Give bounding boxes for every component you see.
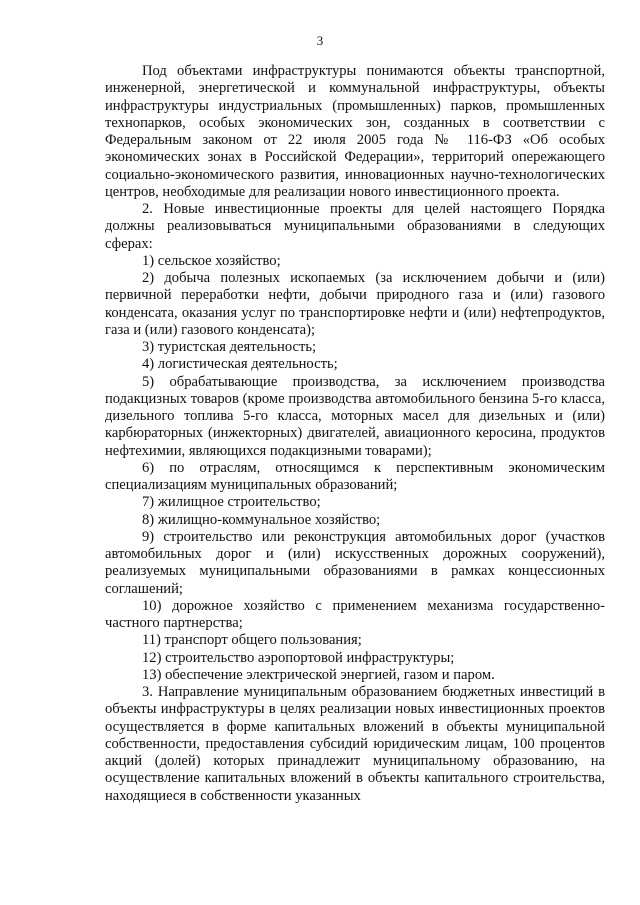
body-text (105, 63, 605, 805)
list-item-12: 12) строительство аэропортовой инфраструктуры; (142, 649, 455, 666)
list-item-1: 1) сельское хозяйство; (142, 252, 281, 269)
list-item-9: 9) строительство или реконструкция автомобильных дорог (участков автомобильных дорог и (или) искусственных дорожных сооружений), реализуемых муниципальными образованиями в рамках концессионных соглашений; (105, 528, 605, 597)
paragraph-section-3: 3. Направление муниципальным образованием бюджетных инвестиций в объекты инфраструктуры в целях реализации новых инвестиционных проектов осуществляется в форме капитальных вложений в объекты муниципальной собственности, предоставления субсидий юридическим лицам, 100 процентов акций (долей) которых принадлежит муниципальному образованию, на осуществление капитальных вложений в объекты капитального строительства, находящиеся в собственности указанных (105, 684, 605, 804)
list-item-7: 7) жилищное строительство; (142, 494, 321, 511)
list-item-3: 3) туристская деятельность; (142, 339, 317, 355)
list-item-8: 8) жилищно-коммунальное хозяйство; (142, 511, 381, 528)
list-item-5: 5) обрабатывающие производства, за исключением производства подакцизных товаров (кроме производства автомобильного бензина 5-го класса, дизельного топлива 5-го класса, моторных масел для дизельных и (или) карбюраторных (инжекторных) двигателей, авиационного керосина, продуктов нефтехимии, являющихся подакцизными товарами); (105, 373, 605, 459)
list-item-10: 10) дорожное хозяйство с применением механизма государственно-частного партнерства; (105, 597, 605, 631)
list-item-6: 6) по отраслям, относящимся к перспективным экономическим специализациям муниципальных образований; (105, 459, 605, 493)
list-item-11: 11) транспорт общего пользования; (142, 632, 362, 649)
list-item-4: 4) логистическая деятельность; (142, 356, 338, 373)
paragraph-section-2-intro: 2. Новые инвестиционные проекты для целей настоящего Порядка должны реализовываться муниципальными образованиями в следующих сферах: (105, 201, 605, 252)
list-item-2: 2) добыча полезных ископаемых (за исключением добычи и (или) первичной переработки нефти, добычи природного газа и (или) газового конденсата, оказания услуг по транспортировке нефти и (или) нефтепродуктов, газа и (или) газового конденсата); (105, 270, 605, 338)
page-number: 3 (316, 33, 324, 48)
paragraph-infrastructure-definition: Под объектами инфраструктуры понимаются объекты транспортной, инженерной, энергетической и коммунальной инфраструктуры, объекты инфраструктуры индустриальных (промышленных) парков, промышленных технопарков, особых экономических зон, созданных в соответствии с Федеральным законом от 22 июля 2005 года № 116-ФЗ «Об особых экономических зонах в Российской Федерации», территорий опережающего социально-экономического развития, инновационных научно-технологических центров, необходимые для реализации нового инвестиционного проекта. (105, 63, 605, 200)
list-item-13: 13) обеспечение электрической энергией, газом и паром. (142, 666, 495, 683)
